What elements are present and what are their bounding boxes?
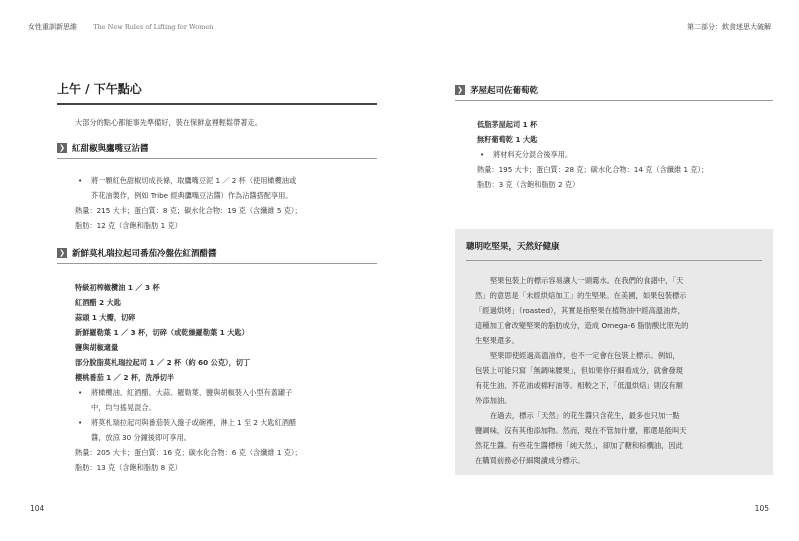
recipe1-body	[75, 173, 377, 233]
chevron-right-icon: ❯	[57, 143, 67, 153]
box-line: 在過去，標示「天然」的花生醬只含花生，最多也只加一點	[490, 411, 680, 420]
box-line: 堅果即使經過高溫油炸，也不一定會在包裝上標示。例如，	[490, 351, 680, 360]
recipe-rule	[57, 263, 377, 264]
box-line: 外添加油。	[475, 396, 512, 405]
list-item: • 將莫札瑞拉起司與番茄裝入盤子或碗裡，淋上 1 至 2 大匙紅酒醋	[75, 415, 377, 430]
right-page-number: 105	[754, 504, 769, 513]
list-item-cont: 醬，放涼 30 分鐘後即可享用。	[91, 432, 191, 442]
left-page-content	[57, 80, 377, 475]
ingredient: 特級初榨橄欖油 1 ／ 3 杯	[75, 282, 160, 292]
left-page-number: 104	[30, 504, 45, 513]
recipe-title-text: 紅甜椒與鷹嘴豆沾醬	[72, 143, 149, 154]
box-line: 然花生醬。有些花生醬標榜「純天然」，卻加了糖和棕櫚油，因此	[475, 441, 683, 450]
chevron-right-icon: ❯	[455, 85, 465, 95]
box-rule	[466, 260, 762, 261]
box-line: 生堅果還多。	[475, 336, 519, 345]
box-line: 堅果包裝上的標示容易讓人一頭霧水。在我們的食譜中，「天	[490, 276, 684, 285]
box-line: 然」的意思是「未經烘焙加工」的生堅果。在美國，如果包裝標示	[475, 291, 687, 300]
recipe-title-red-pepper	[57, 142, 377, 154]
recipe2-body	[75, 280, 377, 475]
ingredient: 新鮮羅勒葉 1 ／ 3 杯，切碎（或乾燥羅勒葉 1 大匙）	[75, 327, 249, 337]
box-line: 鹽調味，沒有其他添加物。然而，現在不管加什麼，都還是能叫天	[475, 426, 687, 435]
nuts-info-box	[455, 229, 773, 475]
ingredient: 無籽葡萄乾 1 大匙	[477, 135, 538, 144]
section-rule	[57, 103, 377, 105]
list-item-cont: 芥花油製作，例如 Tribe 經典鷹嘴豆沾醬）作為沾醬搭配享用。	[91, 190, 293, 200]
section-title: 上午 / 下午點心	[57, 82, 142, 96]
left-running-head	[28, 22, 213, 32]
box-title: 聰明吃堅果，天然好健康	[466, 242, 560, 252]
recipe-title-text: 新鮮莫札瑞拉起司番茄冷盤佐紅酒醋醬	[72, 248, 217, 259]
box-line: 在購買前務必仔細閱讀成分標示。	[475, 456, 585, 465]
nutrition-line: 脂肪：13 克（含飽和脂肪 8 克）	[75, 462, 182, 472]
book-title-en: The New Rules of Lifting for Women	[93, 23, 214, 31]
nutrition-line: 熱量：215 大卡；蛋白質：8 克；碳水化合物：19 克（含纖維 5 克）；	[75, 205, 302, 215]
box-body	[455, 273, 773, 468]
nutrition-line: 熱量：205 大卡；蛋白質：16 克；碳水化合物：6 克（含纖維 1 克）；	[75, 447, 302, 457]
nutrition-line: 脂肪：12 克（含飽和脂肪 1 克）	[75, 220, 182, 230]
right-running-head: 第二部分：飲食迷思大破解	[687, 23, 771, 31]
box-line: 這種加工會改變堅果的脂肪成分，造成 Omega-6 脂肪酸比原先的	[475, 321, 689, 330]
ingredient: 部分脫脂莫札瑞拉起司 1 ／ 2 杯（約 60 公克），切丁	[75, 357, 251, 367]
ingredient: 鹽與胡椒適量	[75, 342, 119, 352]
right-page-content	[455, 84, 773, 192]
nutrition-line: 熱量：195 大卡；蛋白質：28 克；碳水化合物：14 克（含纖維 1 克）；	[477, 165, 709, 174]
book-title-zh: 女性重訓新思維	[28, 23, 77, 31]
list-item-cont: 中，均勻搖晃混合。	[91, 402, 156, 412]
chevron-right-icon: ❯	[57, 248, 67, 258]
recipe-title-cottage-cheese	[455, 84, 773, 96]
section-intro: 大部分的點心都能事先準備好，裝在保鮮盒裡輕鬆帶著走。	[75, 117, 262, 127]
box-line: 有花生油、芥花油或棉籽油等。相較之下，「低溫烘焙」則沒有額	[475, 381, 683, 390]
box-line: 包裝上可能只寫「無調味腰果」，但如果你仔細看成分，就會發現	[475, 366, 683, 375]
list-item: • 將一顆紅色甜椒切成長條，取鷹嘴豆泥 1 ／ 2 杯（使用橄欖油或	[75, 173, 377, 188]
ingredient: 紅酒醋 2 大匙	[75, 297, 121, 307]
list-item: • 將橄欖油、紅酒醋、大蒜、羅勒葉、鹽與胡椒裝入小型有蓋罐子	[75, 385, 377, 400]
recipe-title-mozzarella	[57, 247, 377, 259]
recipe-title-text: 茅屋起司佐葡萄乾	[470, 86, 539, 96]
list-item: • 將材料充分混合後享用。	[477, 147, 773, 162]
recipe3-body	[477, 117, 773, 192]
ingredient: 櫻桃番茄 1 ／ 2 杯，洗淨切半	[75, 372, 175, 382]
ingredient: 低脂茅屋起司 1 杯	[477, 120, 538, 129]
recipe-rule	[455, 100, 773, 101]
ingredient: 蒜頭 1 大瓣，切碎	[75, 312, 136, 322]
nutrition-line: 脂肪：3 克（含飽和脂肪 2 克）	[477, 180, 580, 189]
box-line: 「經過烘烤」（roasted），其實是指堅果在植物油中經高溫油炸，	[475, 306, 685, 315]
recipe-rule	[57, 158, 377, 159]
